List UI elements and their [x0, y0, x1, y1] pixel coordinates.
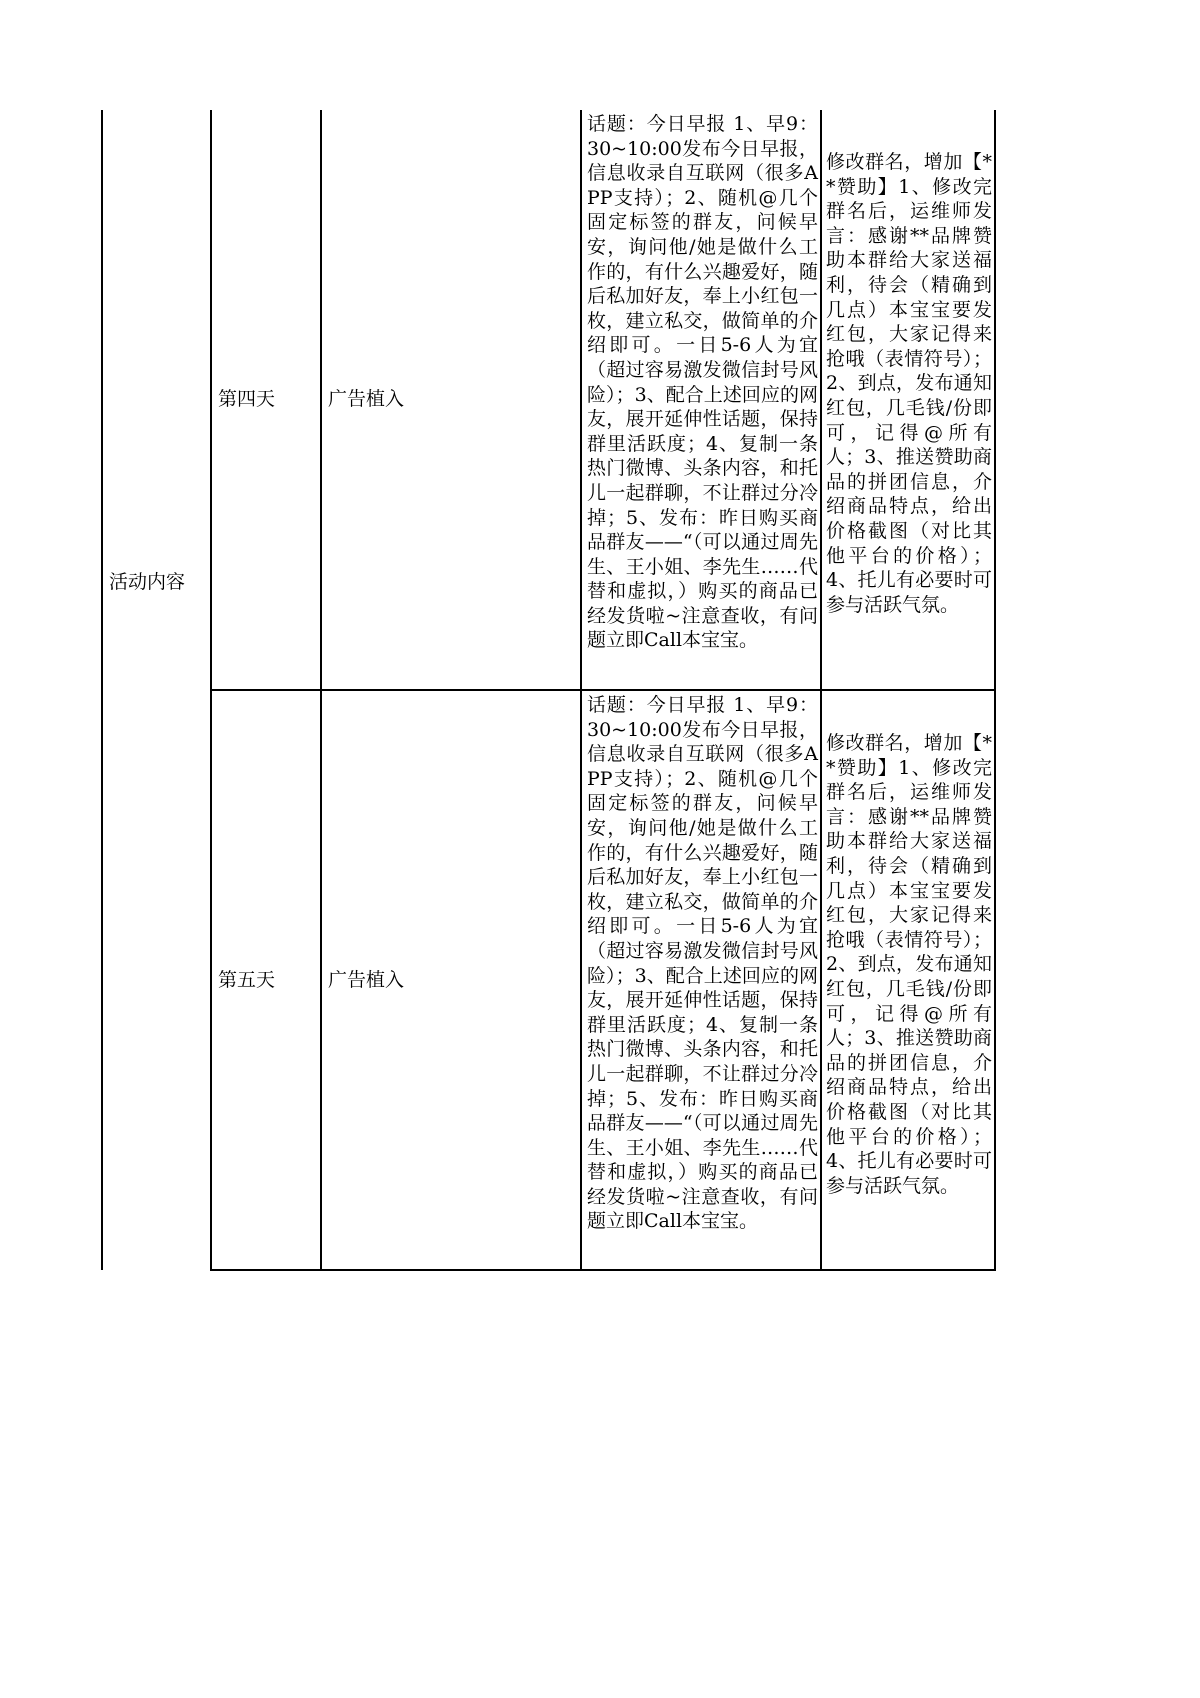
day-cell: 第四天: [211, 110, 321, 690]
topic-text: 话题：今日早报 1、早9：30~10:00发布今日早报，信息收录自互联网（很多APP支持）；2、随机@几个固定标签的群友，问候早安，询问他/她是做什么工作的，有什么兴趣爱好，随后私加好友，奉上小红包一枚，建立私交，做简单的介绍即可。一日5-6人为宜（超过容易激发微信封号风险）；3、配合上述回应的网友，展开延伸性话题，保持群里活跃度；4、复制一条热门微博、头条内容，和托儿一起群聊，不让群过分冷掉；5、发布：昨日购买商品群友——“（可以通过周先生、王小姐、李先生……代替和虚拟，）购买的商品已经发货啦~注意查收，有问题立即Call本宝宝。: [587, 113, 818, 652]
modification-text: 修改群名，增加【**赞助】1、修改完群名后，运维师发言：感谢**品牌赞助本群给大家送福利，待会（精确到几点）本宝宝要发红包，大家记得来抢哦（表情符号）；2、到点，发布通知红包，几毛钱/份即可，记得@所有人；3、推送赞助商品的拼团信息，介绍商品特点，给出价格截图（对比其他平台的价格）；4、托儿有必要时可参与活跃气氛。: [826, 732, 992, 1197]
category-column: [101, 110, 211, 1270]
category-label: 活动内容: [109, 571, 186, 593]
modification-cell: [821, 110, 995, 690]
day-cell: 第五天: [211, 690, 321, 1270]
modification-text: 修改群名，增加【**赞助】1、修改完群名后，运维师发言：感谢**品牌赞助本群给大家送福利，待会（精确到几点）本宝宝要发红包，大家记得来抢哦（表情符号）；2、到点，发布通知红包，几毛钱/份即可，记得@所有人；3、推送赞助商品的拼团信息，介绍商品特点，给出价格截图（对比其他平台的价格）；4、托儿有必要时可参与活跃气氛。: [826, 151, 992, 616]
table-row: [211, 690, 995, 1270]
table-row: [211, 110, 995, 690]
activity-type-cell: 广告植入: [321, 110, 581, 690]
topic-text: 话题：今日早报 1、早9：30~10:00发布今日早报，信息收录自互联网（很多APP支持）；2、随机@几个固定标签的群友，问候早安，询问他/她是做什么工作的，有什么兴趣爱好，随后私加好友，奉上小红包一枚，建立私交，做简单的介绍即可。一日5-6人为宜（超过容易激发微信封号风险）；3、配合上述回应的网友，展开延伸性话题，保持群里活跃度；4、复制一条热门微博、头条内容，和托儿一起群聊，不让群过分冷掉；5、发布：昨日购买商品群友——“（可以通过周先生、王小姐、李先生……代替和虚拟，）购买的商品已经发货啦~注意查收，有问题立即Call本宝宝。: [587, 694, 818, 1233]
activity-type-cell: 广告植入: [321, 690, 581, 1270]
modification-cell: [821, 690, 995, 1270]
topic-cell: [581, 110, 821, 690]
activity-schedule-table: [210, 110, 996, 1271]
topic-cell: [581, 690, 821, 1270]
